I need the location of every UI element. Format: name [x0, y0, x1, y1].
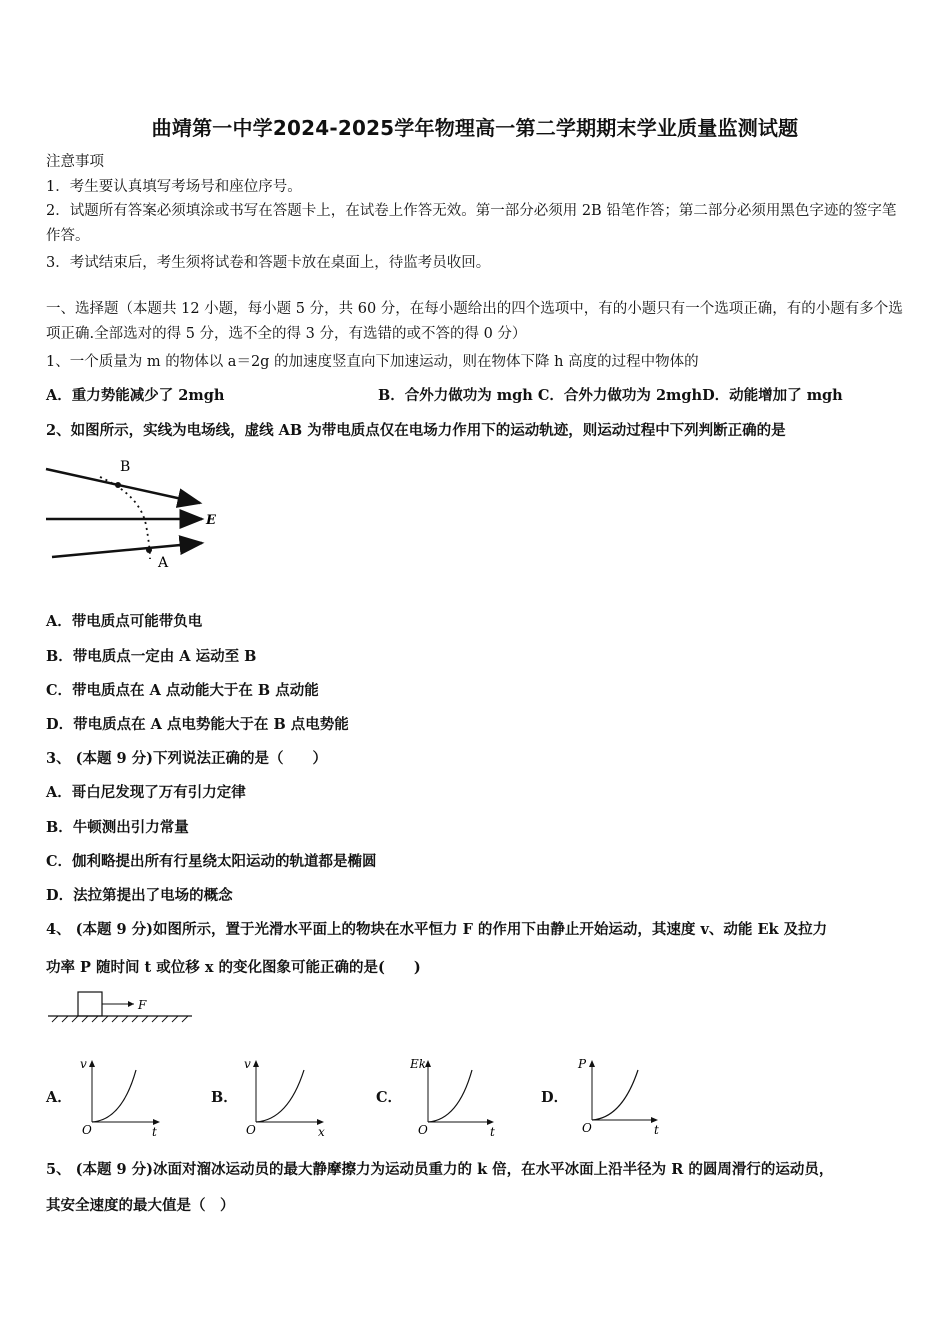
block-force-diagram — [46, 988, 196, 1024]
notice-heading: 注意事项 — [46, 154, 104, 170]
point-b — [115, 482, 121, 488]
q2-option-a: A．带电质点可能带负电 — [46, 613, 203, 630]
q4-stem-line2: 功率 P 随时间 t 或位移 x 的变化图象可能正确的是( ) — [46, 959, 421, 976]
graph-c-x-label: t — [490, 1125, 495, 1138]
graph-b-curve — [256, 1070, 304, 1122]
notice-item-1: 1．考生要认真填写考场号和座位序号。 — [46, 179, 302, 195]
notice-item-2: 2．试题所有答案必须填涂或书写在答题卡上，在试卷上作答无效。第一部分必须用 2B 铅笔作答；第二部分必须用黑色字迹的签字笔作答。 — [46, 203, 897, 244]
q4-option-b: B． — [211, 1089, 238, 1106]
graph-d-x-label: t — [654, 1123, 659, 1137]
section-intro: 一、选择题（本题共 12 小题，每小题 5 分，共 60 分，在每小题给出的四个选项中，有的小题只有一个选项正确，有的小题有多个选项正确.全部选对的得 5 分，选不全的得 3 分，有选错的或不答的得 0 分） — [46, 301, 903, 342]
graph-a — [80, 1052, 170, 1138]
q2-option-c: C．带电质点在 A 点动能大于在 B 点动能 — [46, 682, 319, 699]
graph-b — [244, 1052, 334, 1138]
graph-c-curve — [428, 1070, 472, 1122]
label-e: E — [206, 513, 216, 528]
graph-a-curve — [92, 1070, 136, 1122]
q3-option-b: B．牛顿测出引力常量 — [46, 819, 189, 836]
q2-option-b: B．带电质点一定由 A 运动至 B — [46, 648, 257, 665]
q3-option-a: A．哥白尼发现了万有引力定律 — [46, 784, 246, 801]
graph-d-curve — [592, 1070, 638, 1120]
q4-stem-line1: 4、 (本题 9 分)如图所示，置于光滑水平面上的物块在水平恒力 F 的作用下由静止开始运动，其速度 v、动能 Ek 及拉力 — [46, 921, 828, 938]
electric-field-diagram — [44, 455, 224, 575]
graph-d — [576, 1052, 666, 1138]
q5-stem-line1: 5、 (本题 9 分)冰面对溜冰运动员的最大静摩擦力为运动员重力的 k 倍，在水平冰面上沿半径为 R 的圆周滑行的运动员， — [46, 1161, 834, 1178]
graph-d-y-label: P — [578, 1057, 587, 1071]
graph-b-origin: O — [246, 1123, 256, 1137]
q2-option-d: D．带电质点在 A 点电势能大于在 B 点电势能 — [46, 716, 349, 733]
q5-stem-line2: 其安全速度的最大值是（ ） — [46, 1197, 235, 1214]
graph-a-x-label: t — [152, 1125, 157, 1138]
q1-stem: 1、一个质量为 m 的物体以 a＝2g 的加速度竖直向下加速运动，则在物体下降 h 高度的过程中物体的 — [46, 354, 699, 370]
page-title: 曲靖第一中学2024-2025学年物理高一第二学期期末学业质量监测试题 — [151, 116, 799, 140]
graph-b-x-label: x — [318, 1125, 325, 1138]
block — [78, 992, 102, 1016]
graph-c-y-label: Ek — [410, 1057, 427, 1071]
notice-item-3: 3．考试结束后，考生须将试卷和答题卡放在桌面上，待监考员收回。 — [46, 255, 491, 271]
q3-stem: 3、 (本题 9 分)下列说法正确的是（ ） — [46, 750, 328, 767]
q1-option-a: A．重力势能减少了 2mgh — [46, 387, 225, 404]
graph-b-y-label: v — [244, 1057, 251, 1071]
q1-options-bcd: B．合外力做功为 mgh C．合外力做功为 2mghD．动能增加了 mgh — [378, 387, 843, 404]
graph-a-y-label: v — [80, 1057, 87, 1071]
q4-option-c: C． — [376, 1089, 403, 1106]
graph-c-origin: O — [418, 1123, 428, 1137]
q3-option-d: D．法拉第提出了电场的概念 — [46, 887, 233, 904]
q4-option-a: A． — [46, 1089, 72, 1106]
point-a — [146, 547, 152, 553]
graph-c — [410, 1052, 502, 1138]
label-a: A — [158, 555, 169, 571]
graph-d-origin: O — [582, 1121, 592, 1135]
q2-stem: 2、如图所示，实线为电场线，虚线 AB 为带电质点仅在电场力作用下的运动轨迹，则运动过程中下列判断正确的是 — [46, 422, 786, 439]
q4-option-d: D． — [541, 1089, 569, 1106]
label-b: B — [120, 459, 131, 475]
graph-a-origin: O — [82, 1123, 92, 1137]
field-line-bottom — [52, 543, 202, 557]
q3-option-c: C．伽利略提出所有行星绕太阳运动的轨道都是椭圆 — [46, 853, 377, 870]
force-label: F — [138, 998, 147, 1012]
ground-hatch — [52, 1016, 188, 1022]
